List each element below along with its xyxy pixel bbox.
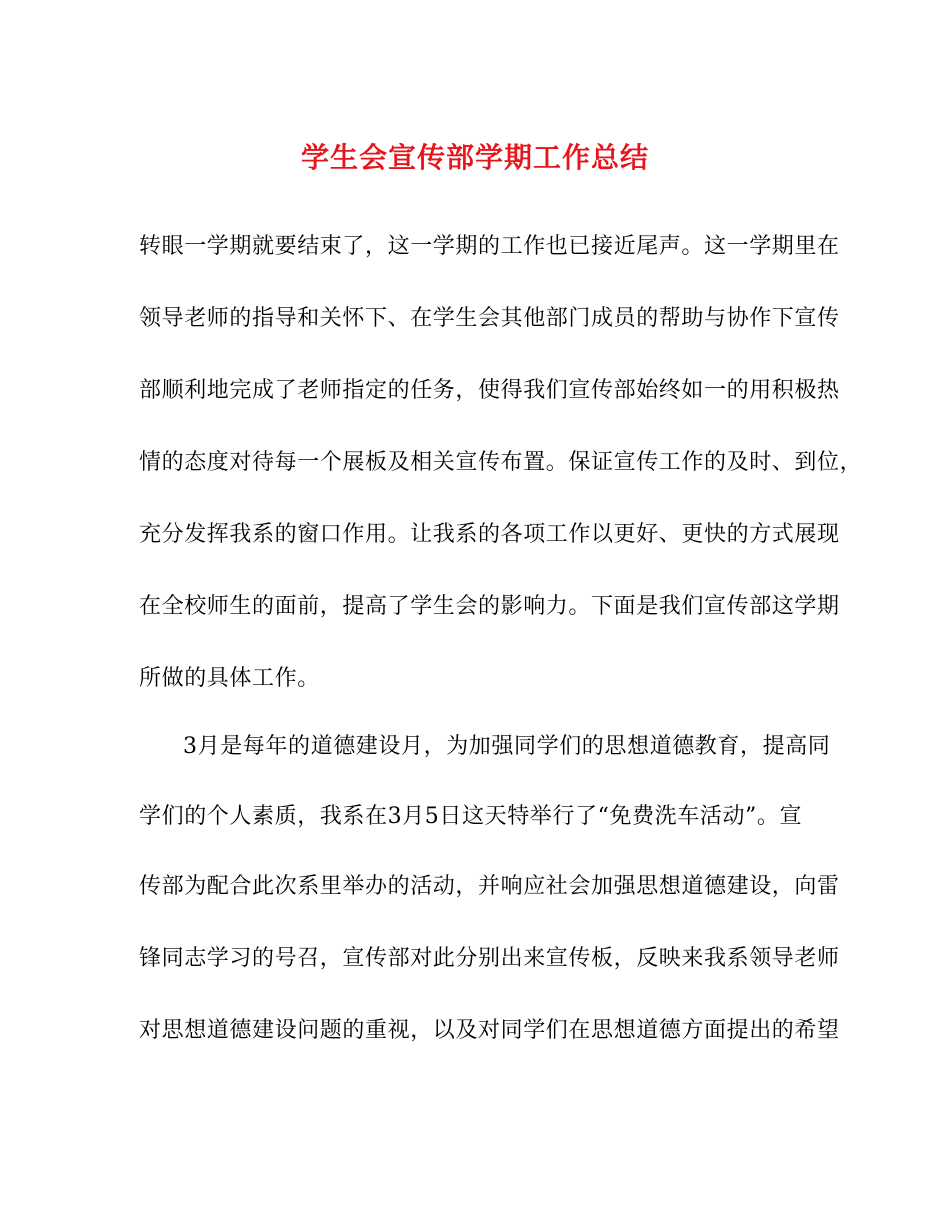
paragraph-1-line: 所做的具体工作。 bbox=[139, 666, 320, 691]
paragraph-2-line: 锋同志学习的号召，宣传部对此分别出来宣传板，反映来我系领导老师 bbox=[139, 946, 840, 971]
paragraph-1-line: 在全校师生的面前，提高了学生会的影响力。下面是我们宣传部这学期 bbox=[139, 594, 840, 619]
paragraph-2-line: 传部为配合此次系里举办的活动，并响应社会加强思想道德建设，向雷 bbox=[139, 874, 840, 899]
paragraph-1-line: 转眼一学期就要结束了，这一学期的工作也已接近尾声。这一学期里在 bbox=[139, 234, 840, 259]
paragraph-1-line: 情的态度对待每一个展板及相关宣传布置。保证宣传工作的及时、到位， bbox=[139, 450, 863, 475]
paragraph-1-line: 领导老师的指导和关怀下、在学生会其他部门成员的帮助与协作下宣传 bbox=[139, 306, 840, 331]
paragraph-1-line: 部顺利地完成了老师指定的任务，使得我们宣传部始终如一的用积极热 bbox=[139, 378, 840, 403]
paragraph-2-line: 对思想道德建设问题的重视，以及对同学们在思想道德方面提出的希望 bbox=[139, 1018, 840, 1043]
document-title: 学生会宣传部学期工作总结 bbox=[300, 141, 649, 174]
paragraph-2-line: 3月是每年的道德建设月，为加强同学们的思想道德教育，提高同 bbox=[183, 734, 831, 759]
paragraph-1-line: 充分发挥我系的窗口作用。让我系的各项工作以更好、更快的方式展现 bbox=[139, 522, 840, 547]
paragraph-2-line: 学们的个人素质，我系在3月5日这天特举行了“免费洗车活动”。宣 bbox=[139, 804, 803, 829]
